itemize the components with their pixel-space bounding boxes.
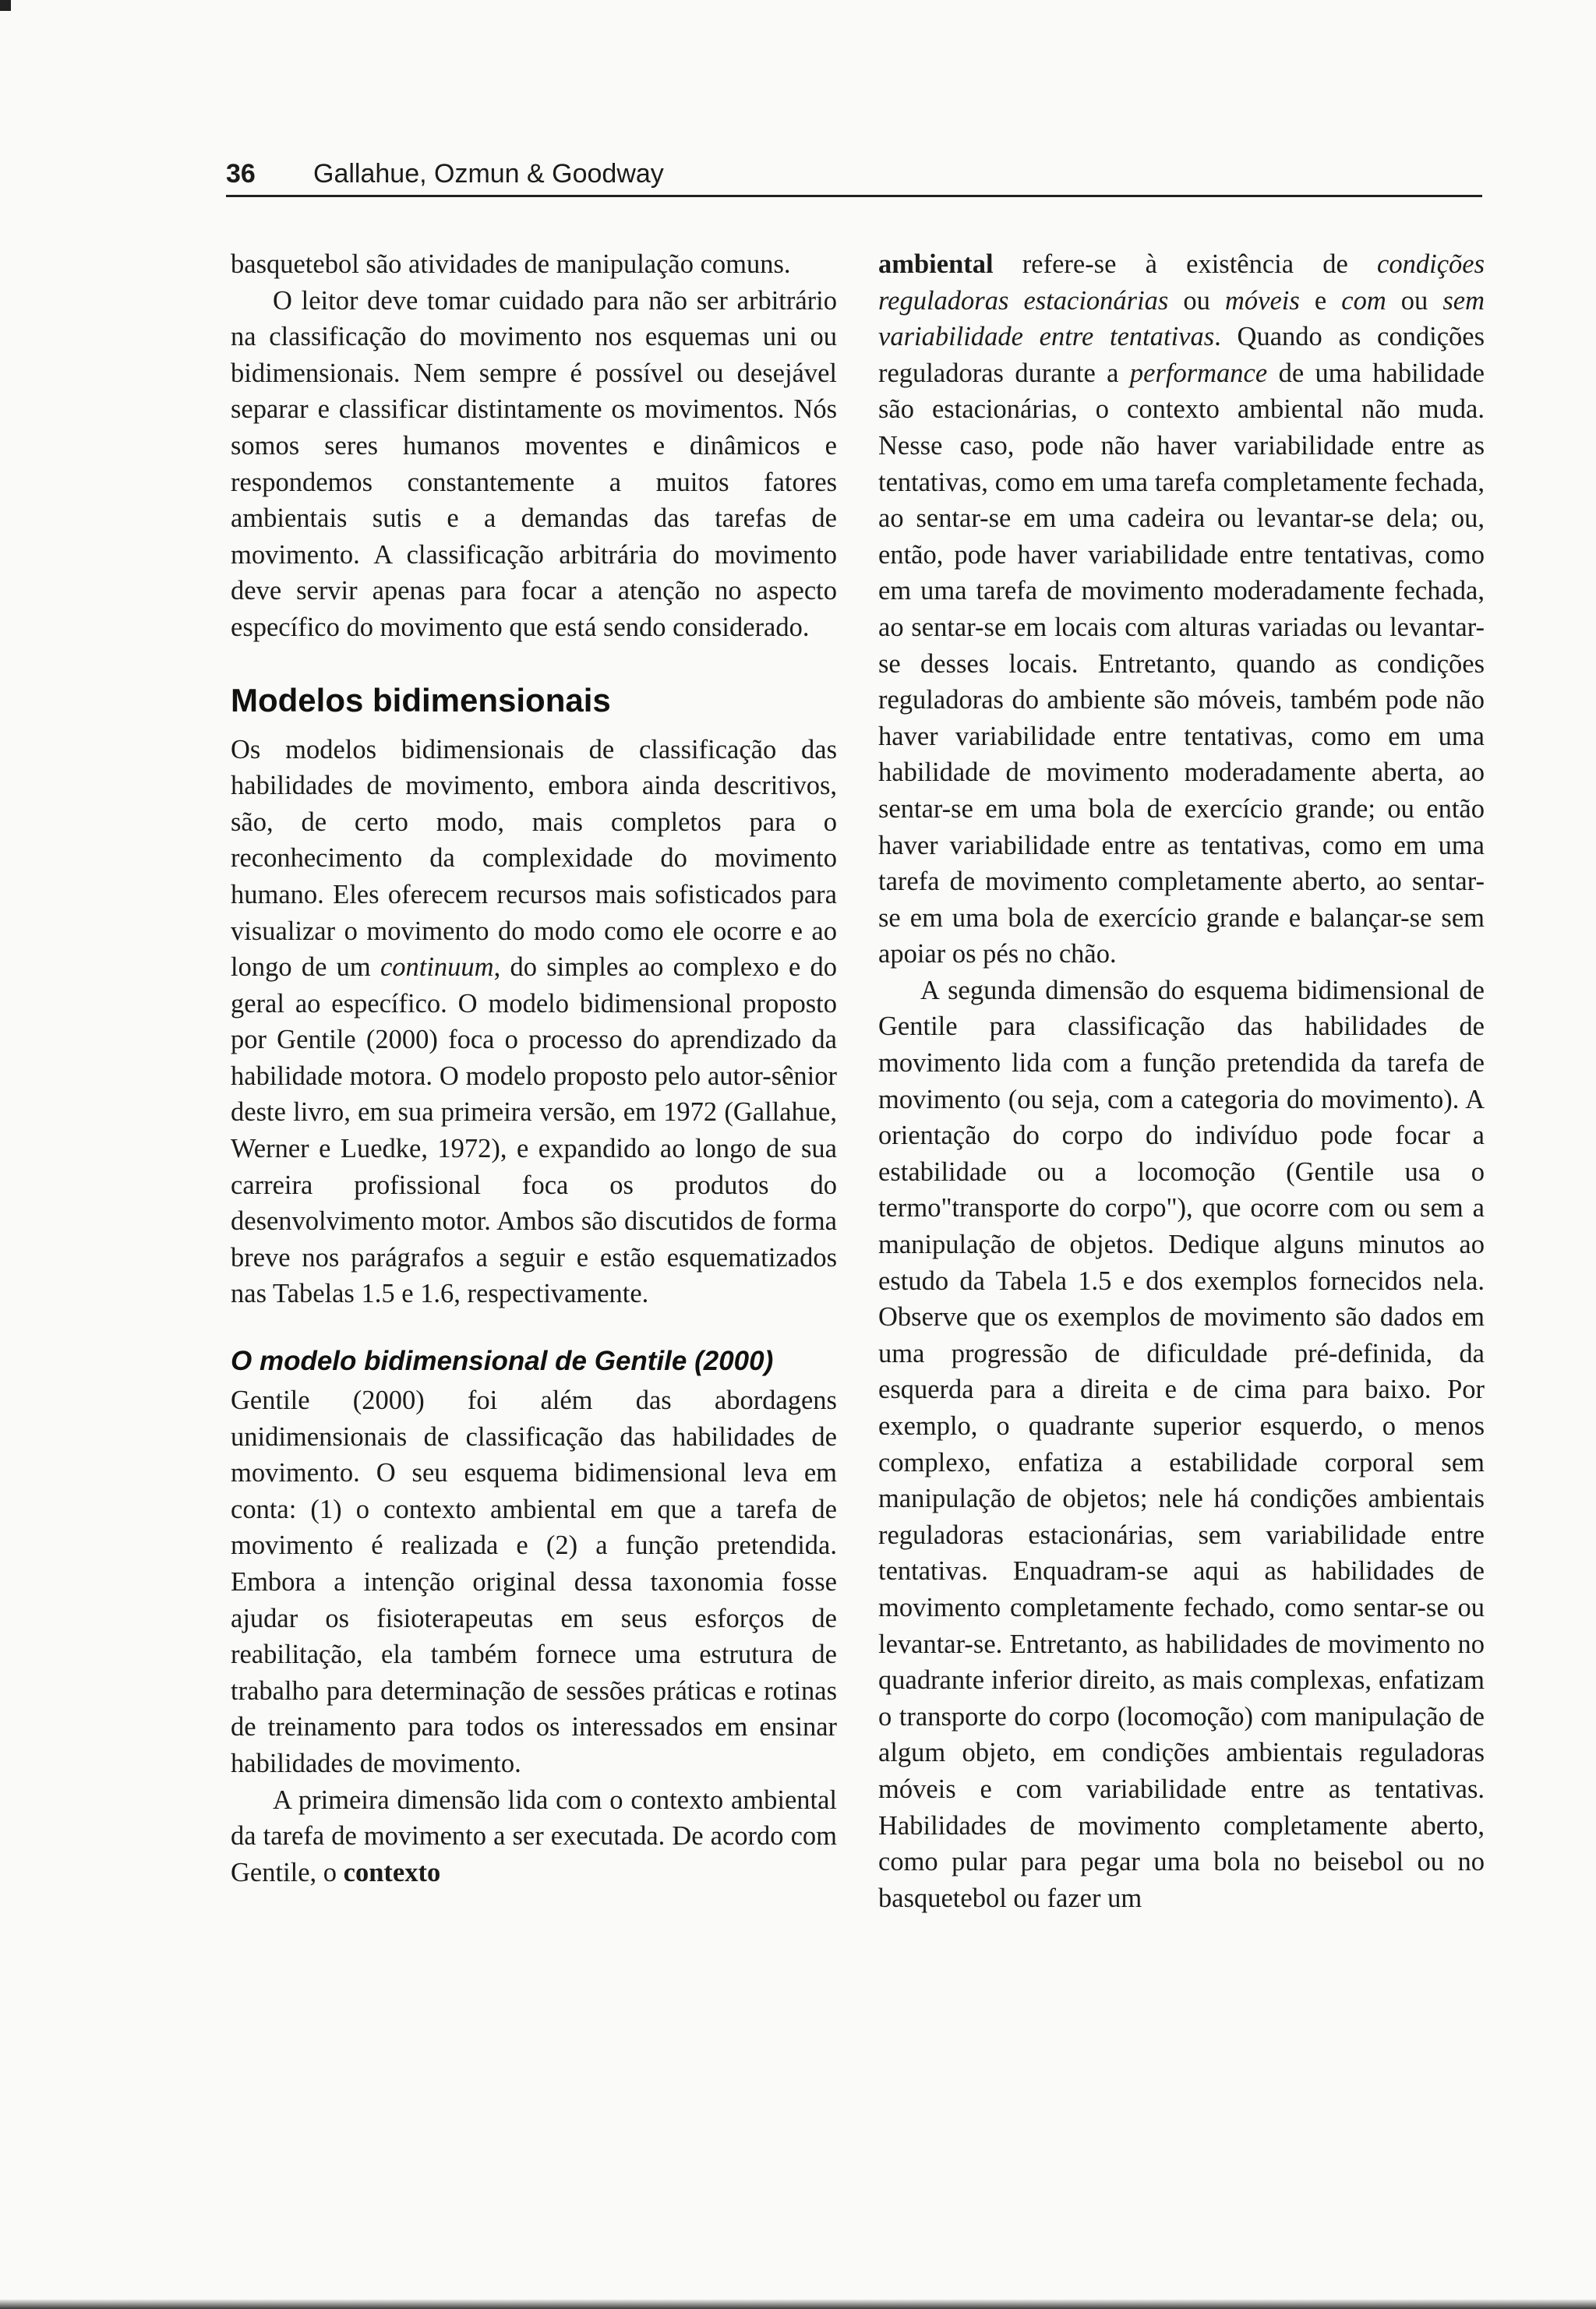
text-span: Os modelos bidimensionais de classificação das habilidades de movimento, embora ainda descritivos, são, de certo modo, mais completos para o reconhecimento da complexidade do movimento humano. Eles oferecem recursos mais sofisticados para visualizar o movimento do modo como ele ocorre e ao longo de um	[231, 734, 837, 983]
scan-edge-bottom	[0, 2300, 1596, 2309]
text-span: A primeira dimensão lida com o contexto ambiental da tarefa de movimento a ser executada. De acordo com Gentile, o	[231, 1785, 837, 1887]
paragraph-bidimensional-models	[231, 732, 837, 1313]
italic-term: móveis	[1225, 285, 1300, 316]
page-number: 36	[226, 159, 256, 189]
text-span: ou	[1386, 285, 1443, 316]
italic-term-continuum: continuum	[380, 952, 494, 983]
right-column	[878, 246, 1485, 1916]
italic-term: com	[1341, 285, 1386, 316]
scan-edge-top	[0, 0, 11, 11]
italic-term: condições reguladoras estacionárias	[878, 249, 1485, 316]
paragraph-classification-caution: O leitor deve tomar cuidado para não ser arbitrário na classificação do movimento nos esquemas uni ou bidimensionais. Nem sempre é possível ou desejável separar e classificar distintamente os movimentos. Nós somos seres humanos moventes e dinâmicos e respondemos constantemente a muitos fatores ambientais sutis e a demandas das tarefas de movimento. A classificação arbitrária do movimento deve servir apenas para focar a atenção no aspecto específico do movimento que está sendo considerado.	[231, 285, 837, 642]
paragraph-environmental-context	[878, 246, 1485, 973]
text-span: e	[1299, 285, 1342, 316]
text-span: refere-se à existência de	[993, 249, 1378, 279]
text-span: . Quando as condições reguladoras durante a	[878, 322, 1485, 388]
paragraph-gentile-intro: Gentile (2000) foi além das abordagens unidimensionais de classificação das habilidades de movimento. O seu esquema bidimensional leva em conta: (1) o contexto ambiental em que a tarefa de movimento é realizada e (2) a função pretendida. Embora a intenção original dessa taxonomia fosse ajudar os fisioterapeutas em seus esforços de reabilitação, ela também fornece uma estrutura de trabalho para determinação de sessões práticas e rotinas de treinamento para todos os interessados em ensinar habilidades de movimento.	[231, 1386, 837, 1778]
italic-term: sem variabilidade entre tentativas	[878, 285, 1485, 352]
paragraph-first-dimension	[231, 1782, 837, 1891]
bold-term-ambiental: ambiental	[878, 249, 994, 279]
subsection-heading-gentile-model: O modelo bidimensional de Gentile (2000)	[231, 1346, 774, 1377]
section-heading-bidimensional-models: Modelos bidimensionais	[231, 681, 611, 718]
running-head: Gallahue, Ozmun & Goodway	[313, 159, 664, 189]
left-column	[231, 246, 837, 1891]
page-header	[226, 156, 1482, 197]
text-span: ou	[1168, 285, 1225, 316]
paragraph-second-dimension: A segunda dimensão do esquema bidimensional de Gentile para classificação das habilidades de movimento lida com a função pretendida da tarefa de movimento (ou seja, com a categoria do movimento). A orientação do corpo do indivíduo pode focar a estabilidade ou a locomoção (Gentile usa o termo"transporte do corpo"), que ocorre com ou sem a manipulação de objetos. Dedique alguns minutos ao estudo da Tabela 1.5 e dos exemplos fornecidos nela. Observe que os exemplos de movimento são dados em uma progressão de dificuldade pré-definida, da esquerda para a direita e de cima para baixo. Por exemplo, o quadrante superior esquerdo, o menos complexo, enfatiza a estabilidade corporal sem manipulação de objetos; nele há condições ambientais reguladoras estacionárias, sem variabilidade entre tentativas. Enquadram-se aqui as habilidades de movimento completamente fechado, como sentar-se ou levantar-se. Entretanto, as habilidades de movimento no quadrante inferior direito, as mais complexas, enfatizam o transporte do corpo (locomoção) com manipulação de algum objeto, em condições ambientais reguladoras móveis e com variabilidade entre as tentativas. Habilidades de movimento completamente aberto, como pular para pegar uma bola no beisebol ou no basquetebol ou fazer um	[878, 975, 1485, 1913]
paragraph-continued: basquetebol são atividades de manipulação comuns.	[231, 249, 791, 279]
bold-term-contexto: contexto	[343, 1857, 441, 1887]
text-span: , do simples ao complexo e do geral ao específico. O modelo bidimensional proposto por Gentile (2000) foca o processo do aprendizado da habilidade motora. O modelo proposto pelo autor-sênior deste livro, em sua primeira versão, em 1972 (Gallahue, Werner e Luedke, 1972), e expandido ao longo de sua carreira profissional foca os produtos do desenvolvimento motor. Ambos são discutidos de forma breve nos parágrafos a seguir e estão esquematizados nas Tabelas 1.5 e 1.6, respectivamente.	[231, 952, 838, 1309]
text-span: de uma habilidade são estacionárias, o contexto ambiental não muda. Nesse caso, pode não haver variabilidade entre as tentativas, como em uma tarefa completamente fechada, ao sentar-se em uma cadeira ou levantar-se dela; ou, então, pode haver variabilidade entre tentativas, como em uma tarefa de movimento moderadamente fechada, ao sentar-se em locais com alturas variadas ou levantar-se desses locais. Entretanto, quando as condições reguladoras do ambiente são móveis, também pode não haver variabilidade entre tentativas, como em uma habilidade de movimento moderadamente aberta, ao sentar-se em uma bola de exercício grande; ou então haver variabilidade entre as tentativas, como em uma tarefa de movimento completamente aberto, ao sentar-se em uma bola de exercício grande e balançar-se sem apoiar os pés no chão.	[878, 358, 1485, 969]
italic-term-performance: performance	[1129, 358, 1268, 388]
